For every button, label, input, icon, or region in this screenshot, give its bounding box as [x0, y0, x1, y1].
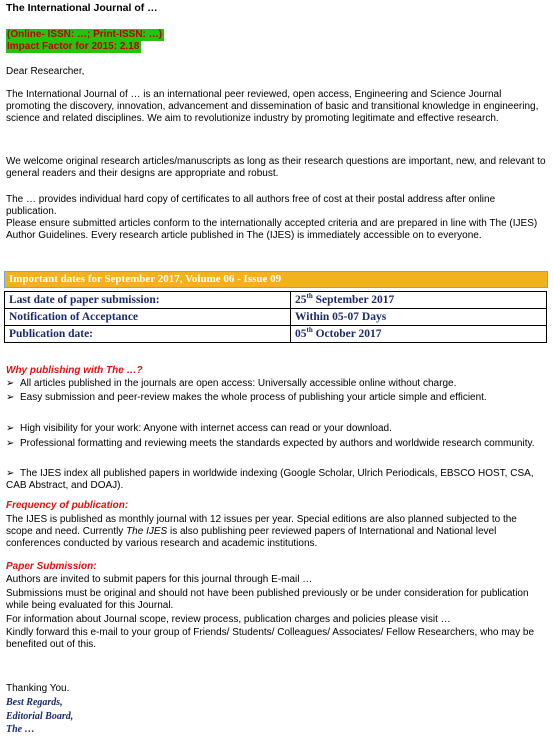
- important-dates-heading: Important dates for September 2017, Volume 06 - Issue 09: [9, 273, 282, 285]
- list-item: ➢ All articles published in the journals are open access: Universally accessible online without charge.: [6, 378, 457, 389]
- date-label: Publication date:: [5, 326, 291, 343]
- welcome-paragraph: We welcome original research articles/manuscripts as long as their research questions are important, new, and relevant to general readers and their designs are appropriate and robust.: [6, 156, 546, 179]
- arrow-bullet-icon: ➢: [6, 438, 15, 449]
- important-dates-banner: [4, 271, 548, 288]
- list-item: ➢ Professional formatting and reviewing meets the standards expected by authors and worldwide research community.: [6, 438, 535, 449]
- submission-heading: Paper Submission:: [6, 561, 97, 572]
- sender-line: The …: [6, 724, 35, 735]
- date-value: Within 05-07 Days: [291, 309, 547, 326]
- impact-factor-banner: Impact Factor for 2015: 2.18: [7, 41, 140, 52]
- arrow-bullet-icon: ➢: [6, 392, 15, 403]
- arrow-bullet-icon: ➢: [6, 378, 15, 389]
- list-item: ➢ The IJES index all published papers in worldwide indexing (Google Scholar, Ulrich Periodicals, EBSCO HOST, CSA, CAB Abstract, and DOAJ).: [6, 468, 534, 491]
- date-value: 25th September 2017: [291, 292, 547, 309]
- arrow-bullet-icon: ➢: [6, 468, 15, 479]
- submission-line: Submissions must be original and should not have been published previously or be under consideration for publication while being evaluated for this Journal.: [6, 588, 529, 611]
- submission-line: Authors are invited to submit papers for this journal through E-mail …: [6, 574, 313, 585]
- guidelines-paragraph: Please ensure submitted articles conform to the internationally accepted criteria and are prepared in line with The (IJES) Author Guidelines. Every research article published in The (IJES) is immediately accessible on to everyone.: [6, 218, 538, 241]
- why-heading: Why publishing with The …?: [6, 365, 143, 376]
- submission-line: Kindly forward this e-mail to your group of Friends/ Students/ Colleagues/ Associates/ Fellow Researchers, who may be benefited out of this.: [6, 627, 535, 650]
- issn-banner: (Online- ISSN: …; Print-ISSN: …): [7, 29, 162, 40]
- frequency-heading: Frequency of publication:: [6, 500, 129, 511]
- arrow-bullet-icon: ➢: [6, 423, 15, 434]
- date-label: Notification of Acceptance: [5, 309, 291, 326]
- regards-line: Best Regards,: [6, 697, 63, 708]
- board-line: Editorial Board,: [6, 711, 74, 722]
- table-row: [5, 326, 547, 343]
- table-row: [5, 292, 547, 309]
- date-value: 05th October 2017: [291, 326, 547, 343]
- list-item: ➢ High visibility for your work: Anyone with internet access can read or your download.: [6, 423, 392, 434]
- table-row: [5, 309, 547, 326]
- date-label: Last date of paper submission:: [5, 292, 291, 309]
- greeting: Dear Researcher,: [6, 66, 85, 77]
- frequency-paragraph: The IJES is published as monthly journal with 12 issues per year. Special editions are also planned subjected to the scope and need. Currently The IJES is also publishing peer reviewed papers of International and National level conferences conducted by various research and academic institutions.: [6, 514, 517, 549]
- important-dates-table: [4, 291, 547, 343]
- submission-line: For information about Journal scope, review process, publication charges and policies please visit …: [6, 614, 451, 625]
- thanks-line: Thanking You.: [6, 683, 70, 694]
- certificates-paragraph: The … provides individual hard copy of certificates to all authors free of cost at their postal address after online publication.: [6, 194, 496, 217]
- list-item: ➢ Easy submission and peer-review makes the whole process of publishing your article simple and efficient.: [6, 392, 487, 403]
- journal-title: The International Journal of …: [6, 2, 158, 14]
- intro-paragraph: The International Journal of … is an international peer reviewed, open access, Engineering and Science Journal promoting the discovery, innovation, advancement and dissemination of basic and transitional knowledge in engineering, science and related disciplines. We aim to revolutionize industry by promoting legitimate and effective research.: [6, 89, 539, 124]
